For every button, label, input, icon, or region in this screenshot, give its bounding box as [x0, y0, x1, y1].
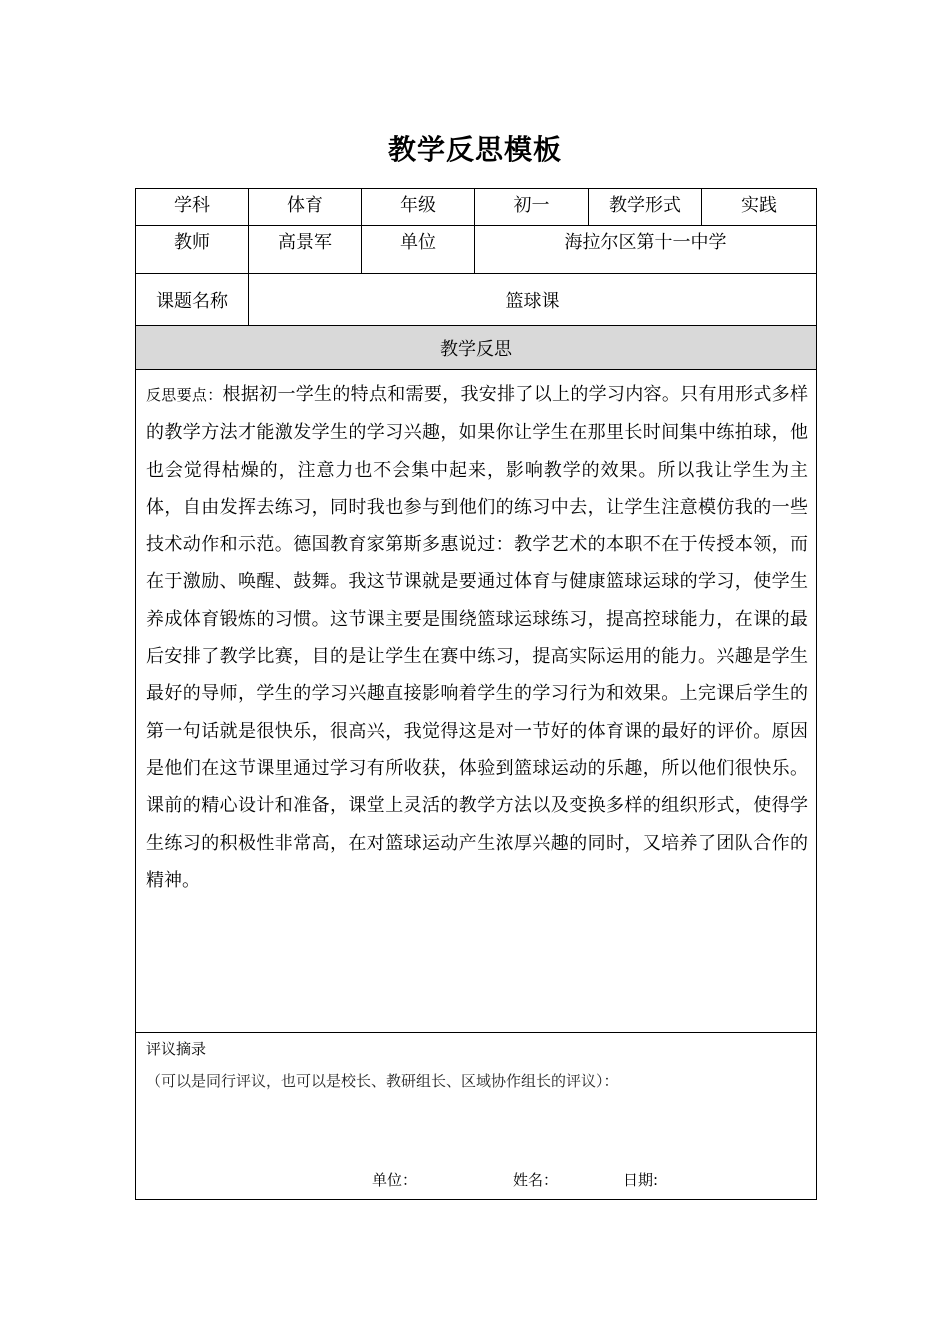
- grade-label: 年级: [400, 195, 436, 216]
- review-name-label: 姓名：: [513, 1171, 559, 1189]
- document-title: 教学反思模板: [387, 133, 562, 166]
- reflection-lead: 反思要点：: [146, 386, 223, 404]
- subject-label: 学科: [174, 195, 210, 216]
- reflection-paragraph: [136, 370, 816, 899]
- reflection-header: 教学反思: [440, 338, 512, 360]
- review-row: [136, 1033, 817, 1200]
- review-date-label: 日期:: [623, 1171, 659, 1189]
- teacher-label: 教师: [174, 232, 210, 253]
- reflection-body-row: [136, 370, 817, 1033]
- grade-value-cell: [475, 189, 589, 226]
- teaching-form-label: 教学形式: [609, 195, 681, 216]
- reflection-form-table: [135, 188, 817, 1200]
- teacher-value-cell: [249, 226, 362, 274]
- review-unit-label: 单位：: [372, 1171, 418, 1189]
- reflection-header-row: [136, 326, 817, 370]
- reflection-header-cell: [136, 326, 817, 370]
- teacher-label-cell: [136, 226, 249, 274]
- review-section: [136, 1033, 816, 1199]
- unit-label: 单位: [400, 232, 436, 253]
- unit-value: 海拉尔区第十一中学: [564, 232, 727, 253]
- teaching-form-value: 实践: [741, 195, 777, 216]
- grade-label-cell: [362, 189, 475, 226]
- topic-label: 课题名称: [156, 290, 228, 312]
- review-hint: （可以是同行评议，也可以是校长、教研组长、区域协作组长的评议）：: [146, 1072, 619, 1090]
- topic-value-cell: [249, 274, 817, 326]
- review-title: 评议摘录: [146, 1040, 207, 1058]
- subject-value-cell: [249, 189, 362, 226]
- subject-label-cell: [136, 189, 249, 226]
- reflection-text: 根据初一学生的特点和需要，我安排了以上的学习内容。只有用形式多样的教学方法才能激发学生的学习兴趣，如果你让学生在那里长时间集中练拍球，他也会觉得枯燥的，注意力也不会集中起来，影响教学的效果。所以我让学生为主体，自由发挥去练习，同时我也参与到他们的练习中去，让学生注意模仿我的一些技术动作和示范。德国教育家第斯多惠说过：教学艺术的本职不在于传授本领，而在于激励、唤醒、鼓舞。我这节课就是要通过体育与健康篮球运球的学习，使学生养成体育锻炼的习惯。这节课主要是围绕篮球运球练习，提高控球能力，在课的最后安排了教学比赛，目的是让学生在赛中练习，提高实际运用的能力。兴趣是学生最好的导师，学生的学习兴趣直接影响着学生的学习行为和效果。上完课后学生的第一句话就是很快乐，很高兴，我觉得这是对一节好的体育课的最好的评价。原因是他们在这节课里通过学习有所收获，体验到篮球运动的乐趣，所以他们很快乐。课前的精心设计和准备，课堂上灵活的教学方法以及变换多样的组织形式，使得学生练习的积极性非常高，在对篮球运动产生浓厚兴趣的同时，又培养了团队合作的精神。: [146, 384, 808, 891]
- topic-value: 篮球课: [505, 290, 560, 312]
- unit-value-cell: [475, 226, 817, 274]
- review-cell: [136, 1033, 817, 1200]
- teacher-value: 高景军: [278, 232, 332, 253]
- unit-label-cell: [362, 226, 475, 274]
- reflection-body-cell: [136, 370, 817, 1033]
- form-value-cell: [702, 189, 817, 226]
- form-label-cell: [589, 189, 702, 226]
- info-row-teacher: [136, 226, 817, 274]
- topic-label-cell: [136, 274, 249, 326]
- subject-value: 体育: [287, 195, 323, 216]
- info-row-subject: [136, 189, 817, 226]
- grade-value: 初一: [513, 195, 550, 216]
- info-row-topic: [136, 274, 817, 326]
